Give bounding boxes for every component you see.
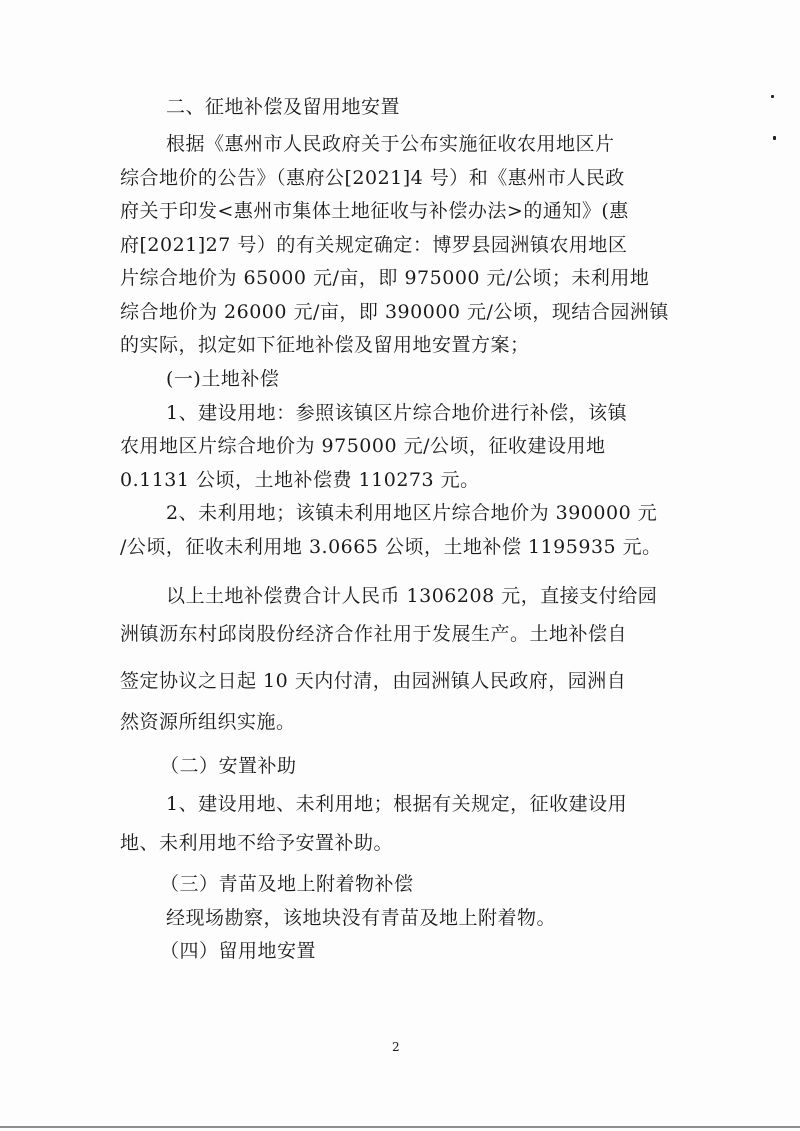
paragraph-line: 片综合地价为 65000 元/亩，即 975000 元/公顷；未利用地 xyxy=(120,267,650,289)
paragraph-line: 的实际，拟定如下征地补偿及留用地安置方案； xyxy=(120,334,530,356)
subsection-title: （四）留用地安置 xyxy=(160,940,317,962)
list-item-line: /公顷，征收未利用地 3.0665 公顷，土地补偿 1195935 元。 xyxy=(120,536,662,558)
paragraph-line: 府关于印发<惠州市集体土地征收与补偿办法>的通知》(惠 xyxy=(120,200,629,222)
paragraph-line: 综合地价为 26000 元/亩，即 390000 元/公顷，现结合园洲镇 xyxy=(120,301,669,323)
subsection-title: （二）安置补助 xyxy=(160,755,297,777)
paragraph-line: 经现场勘察，该地块没有青苗及地上附着物。 xyxy=(166,907,557,929)
paragraph-line: 根据《惠州市人民政府关于公布实施征收农用地区片 xyxy=(166,133,615,155)
subsection-title: (一)土地补偿 xyxy=(166,368,280,390)
scan-edge-line xyxy=(0,1126,800,1128)
section-heading: 二、征地补偿及留用地安置 xyxy=(166,96,401,118)
subsection-title: （三）青苗及地上附着物补偿 xyxy=(160,873,414,895)
paragraph-line: 以上土地补偿费合计人民币 1306208 元，直接支付给园 xyxy=(166,585,658,607)
scan-speck xyxy=(771,95,774,98)
paragraph-line: 洲镇沥东村邱岗股份经济合作社用于发展生产。土地补偿自 xyxy=(120,623,628,645)
list-item-line: 2、未利用地；该镇未利用地区片综合地价为 390000 元 xyxy=(166,502,658,524)
paragraph-line: 然资源所组织实施。 xyxy=(120,711,296,733)
list-item-line: 农用地区片综合地价为 975000 元/公顷，征收建设用地 xyxy=(120,435,606,457)
list-item-line: 1、建设用地、未利用地；根据有关规定，征收建设用 xyxy=(166,793,628,815)
paragraph-line: 签定协议之日起 10 天内付清，由园洲镇人民政府，园洲自 xyxy=(120,670,627,692)
scan-speck xyxy=(773,136,776,140)
paragraph-line: 综合地价的公告》（惠府公[2021]4 号）和《惠州市人民政 xyxy=(120,167,625,189)
paragraph-line: 府[2021]27 号）的有关规定确定：博罗县园洲镇农用地区 xyxy=(120,234,628,256)
page-number: 2 xyxy=(392,1040,400,1054)
list-item-line: 0.1131 公顷，土地补偿费 110273 元。 xyxy=(120,469,480,491)
list-item-line: 1、建设用地：参照该镇区片综合地价进行补偿，该镇 xyxy=(166,402,628,424)
list-item-line: 地、未利用地不给予安置补助。 xyxy=(120,832,394,854)
